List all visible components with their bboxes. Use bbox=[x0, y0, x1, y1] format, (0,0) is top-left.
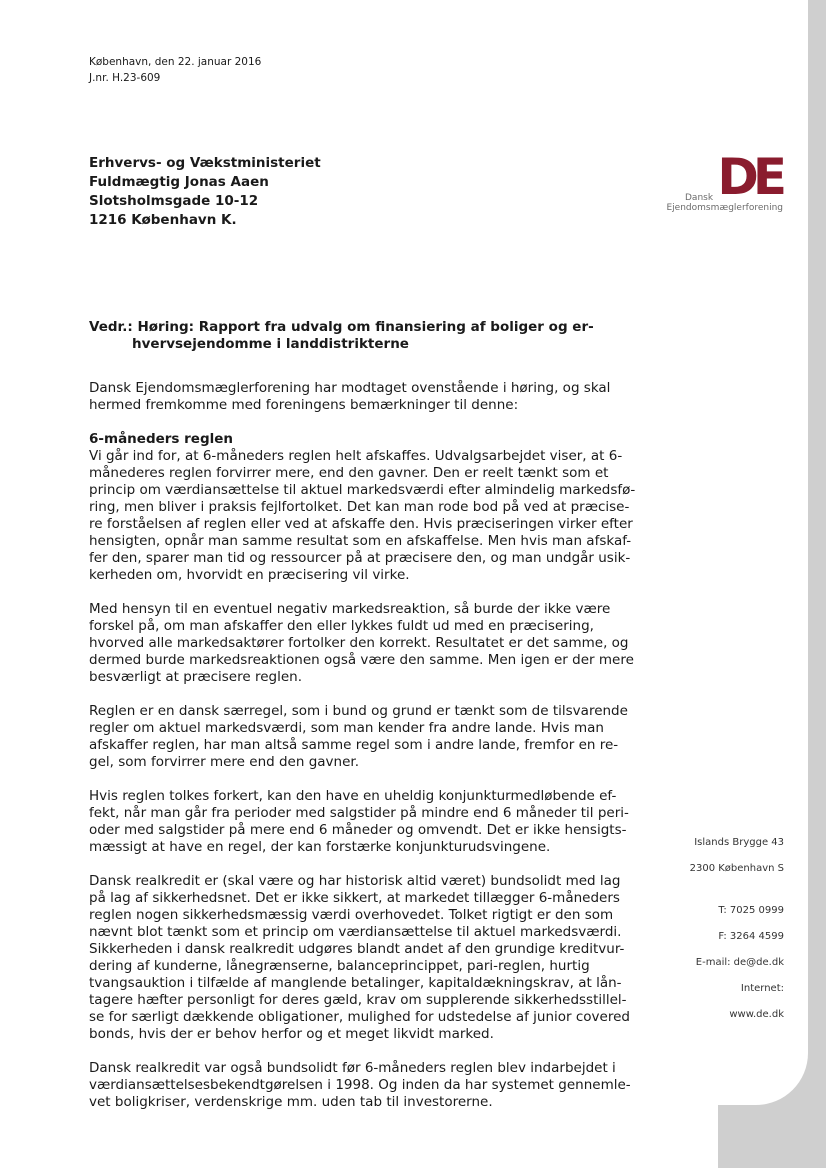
contact-email: E-mail: de@de.dk bbox=[695, 957, 784, 968]
text-line: Sikkerheden i dansk realkredit udgøres blandt andet af den grundige kreditvur- bbox=[89, 941, 625, 957]
recipient-line: 1216 København K. bbox=[89, 212, 237, 228]
text-line: Dansk realkredit var også bundsolidt før 6-måneders reglen blev indarbejdet i bbox=[89, 1060, 616, 1076]
logo-word-name: Ejendomsmæglerforening bbox=[666, 203, 783, 213]
text-line: hermed fremkomme med foreningens bemærkninger til denne: bbox=[89, 397, 519, 413]
text-line: fekt, når man går fra perioder med salgstider på mindre end 6 måneder til peri- bbox=[89, 805, 629, 821]
subject-line: Vedr.: Høring: Rapport fra udvalg om finansiering af boliger og er- bbox=[89, 319, 594, 335]
subject-line: hvervsejendomme i landdistrikterne bbox=[132, 336, 409, 352]
text-line: regler om aktuel markedsværdi, som man kender fra andre lande. Hvis man bbox=[89, 720, 604, 736]
text-line: afskaffer reglen, har man altså samme regel som i andre lande, fremfor en re- bbox=[89, 737, 619, 753]
contact-city: 2300 København S bbox=[689, 863, 784, 874]
recipient-line: Fuldmægtig Jonas Aaen bbox=[89, 174, 269, 190]
text-line: månederes reglen forvirrer mere, end den gavner. Den er reelt tænkt som et bbox=[89, 465, 609, 481]
text-line: oder med salgstider på mere end 6 måneder og omvendt. Det er ikke hensigts- bbox=[89, 822, 627, 838]
text-line: Dansk Ejendomsmæglerforening har modtaget ovenstående i høring, og skal bbox=[89, 380, 611, 396]
text-line: Reglen er en dansk særregel, som i bund og grund er tænkt som de tilsvarende bbox=[89, 703, 628, 719]
recipient-line: Erhvervs- og Vækstministeriet bbox=[89, 155, 321, 171]
contact-internet-label: Internet: bbox=[740, 983, 784, 994]
contact-info bbox=[660, 835, 784, 1023]
text-line: hvorved alle markedsaktører fortolker den korrekt. Resultatet er det samme, og bbox=[89, 635, 629, 651]
date-line: København, den 22. januar 2016 bbox=[89, 56, 262, 68]
reference-number: J.nr. H.23-609 bbox=[89, 72, 161, 84]
text-line: princip om værdiansættelse til aktuel markedsværdi efter almindelig markedsfø- bbox=[89, 482, 636, 498]
text-line: fer den, sparer man tid og ressourcer på at præcisere den, og man undgår usik- bbox=[89, 550, 631, 566]
logo-word-dansk: Dansk bbox=[685, 193, 714, 203]
text-line: mæssigt at have en regel, der kan forstærke konjunkturudsvingene. bbox=[89, 839, 551, 855]
section-heading: 6-måneders reglen bbox=[89, 431, 234, 447]
text-line: se for særligt dækkende obligationer, mulighed for udstedelse af junior covered bbox=[89, 1009, 630, 1025]
text-line: kerheden om, hvorvidt en præcisering vil virke. bbox=[89, 567, 410, 583]
paragraph-section bbox=[89, 431, 636, 584]
text-line: Dansk realkredit er (skal være og har historisk altid været) bundsolidt med lag bbox=[89, 873, 621, 889]
paragraph-intro bbox=[89, 380, 609, 414]
text-line: forskel på, om man afskaffer den eller lykkes fuldt ud med en præcisering, bbox=[89, 618, 594, 634]
text-line: dermed burde markedsreaktionen også være den samme. Men igen er der mere bbox=[89, 652, 634, 668]
company-logo bbox=[660, 148, 785, 215]
contact-phone: T: 7025 0999 bbox=[718, 905, 784, 916]
contact-website: www.de.dk bbox=[729, 1009, 784, 1020]
paragraph bbox=[89, 601, 634, 686]
text-line: re forståelsen af reglen eller ved at afskaffe den. Hvis præciseringen virker efter bbox=[89, 516, 633, 532]
paragraph bbox=[89, 1060, 631, 1111]
contact-fax: F: 3264 4599 bbox=[718, 931, 784, 942]
text-line: besværligt at præcisere reglen. bbox=[89, 669, 302, 685]
paragraph bbox=[89, 873, 630, 1043]
text-line: tvangsauktion i tilfælde af manglende betalinger, kapitaldækningskrav, at lån- bbox=[89, 975, 622, 991]
text-line: nævnt blot tænkt som et princip om værdiansættelse til aktuel markedsværdi. bbox=[89, 924, 622, 940]
letter-body bbox=[89, 380, 636, 1128]
text-line: dering af kunderne, lånegrænserne, balanceprincippet, pari-reglen, hurtig bbox=[89, 958, 590, 974]
text-line: ring, men bliver i praksis fejlfortolket. Det kan man rode bod på ved at præcise- bbox=[89, 499, 630, 515]
text-line: gel, som forvirrer mere end den gavner. bbox=[89, 754, 360, 770]
recipient-address bbox=[89, 154, 321, 230]
text-line: tagere hæfter personligt for deres gæld, krav om supplerende sikkerhedsstillel- bbox=[89, 992, 627, 1008]
letter-meta bbox=[89, 54, 261, 86]
logo-mark: DE bbox=[717, 148, 781, 206]
text-line: bonds, hvis der er behov herfor og et meget likvidt marked. bbox=[89, 1026, 494, 1042]
text-line: hensigten, opnår man samme resultat som en afskaffelse. Men hvis man afskaf- bbox=[89, 533, 632, 549]
text-line: Vi går ind for, at 6-måneders reglen helt afskaffes. Udvalgsarbejdet viser, at 6- bbox=[89, 448, 623, 464]
text-line: på lag af sikkerhedsnet. Det er ikke sikkert, at markedet tillægger 6-måneders bbox=[89, 890, 620, 906]
paragraph bbox=[89, 788, 629, 856]
text-line: Hvis reglen tolkes forkert, kan den have en uheldig konjunkturmedløbende ef- bbox=[89, 788, 617, 804]
text-line: vet boligkriser, verdenskrige mm. uden tab til investorerne. bbox=[89, 1094, 493, 1110]
text-line: Med hensyn til en eventuel negativ markedsreaktion, så burde der ikke være bbox=[89, 601, 611, 617]
text-line: værdiansættelsesbekendtgørelsen i 1998. Og inden da har systemet gennemle- bbox=[89, 1077, 631, 1093]
paragraph bbox=[89, 703, 628, 771]
text-line: reglen nogen sikkerhedsmæssig værdi overhovedet. Tolket rigtigt er den som bbox=[89, 907, 614, 923]
subject-heading bbox=[89, 319, 609, 353]
contact-street: Islands Brygge 43 bbox=[694, 837, 784, 848]
recipient-line: Slotsholmsgade 10-12 bbox=[89, 193, 259, 209]
